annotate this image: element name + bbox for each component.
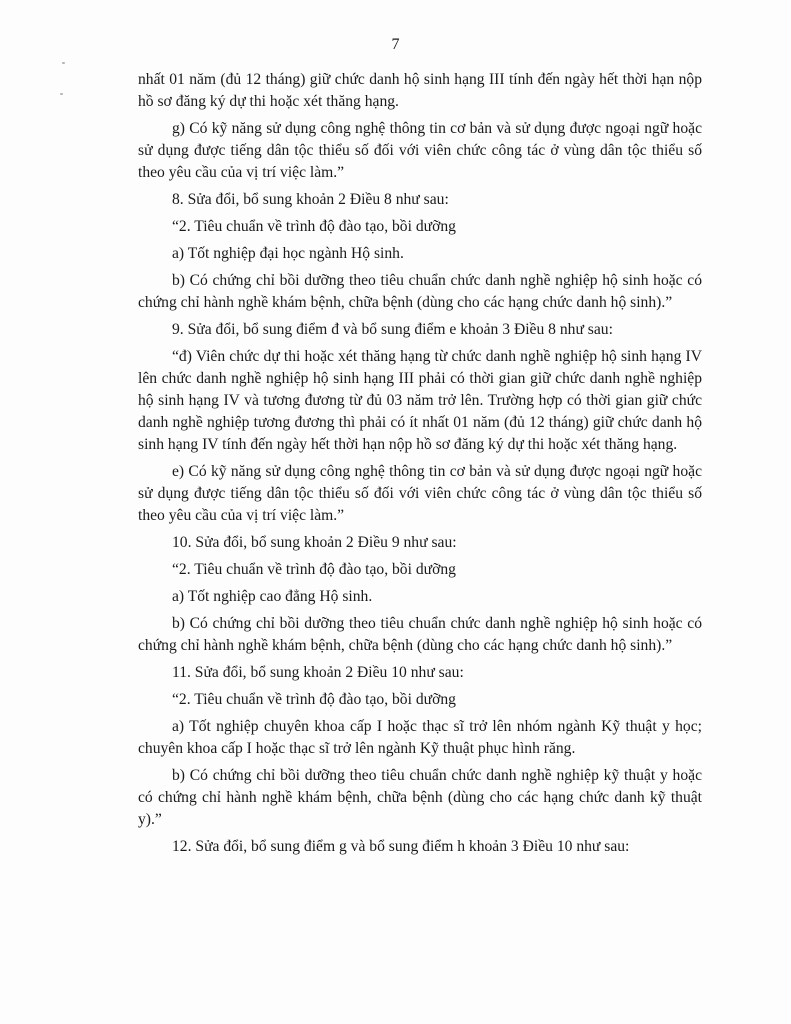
scan-speck xyxy=(62,62,65,64)
training-standard-heading: “2. Tiêu chuẩn về trình độ đào tạo, bồi dưỡng xyxy=(172,691,456,708)
clause-a: a) Tốt nghiệp cao đẳng Hộ sinh. xyxy=(172,588,373,605)
clause-a: a) Tốt nghiệp chuyên khoa cấp I hoặc thạc sĩ trở lên nhóm ngành Kỹ thuật y học; chuyên khoa cấp I hoặc thạc sĩ trở lên ngành Kỹ thuật phục hình răng. xyxy=(138,718,702,757)
page-number: 7 xyxy=(391,36,400,53)
clause-g: g) Có kỹ năng sử dụng công nghệ thông tin cơ bản và sử dụng được ngoại ngữ hoặc sử dụng được tiếng dân tộc thiểu số đối với viên chức công tác ở vùng dân tộc thiểu số theo yêu cầu của vị trí việc làm.” xyxy=(138,120,702,181)
clause-e: e) Có kỹ năng sử dụng công nghệ thông tin cơ bản và sử dụng được ngoại ngữ hoặc sử dụng được tiếng dân tộc thiểu số đối với viên chức công tác ở vùng dân tộc thiểu số theo yêu cầu của vị trí việc làm.” xyxy=(138,463,702,524)
item-12-heading: 12. Sửa đổi, bổ sung điểm g và bổ sung điểm h khoản 3 Điều 10 như sau: xyxy=(172,838,630,855)
training-standard-heading: “2. Tiêu chuẩn về trình độ đào tạo, bồi dưỡng xyxy=(172,561,456,578)
scan-speck xyxy=(60,93,63,95)
document-body xyxy=(138,69,702,863)
training-standard-heading: “2. Tiêu chuẩn về trình độ đào tạo, bồi dưỡng xyxy=(172,218,456,235)
clause-b: b) Có chứng chỉ bồi dưỡng theo tiêu chuẩn chức danh nghề nghiệp hộ sinh hoặc có chứng chỉ hành nghề khám bệnh, chữa bệnh (dùng cho các hạng chức danh hộ sinh).” xyxy=(138,272,702,311)
item-10-heading: 10. Sửa đổi, bổ sung khoản 2 Điều 9 như sau: xyxy=(172,534,457,551)
item-11-heading: 11. Sửa đổi, bổ sung khoản 2 Điều 10 như sau: xyxy=(172,664,464,681)
item-8-heading: 8. Sửa đổi, bổ sung khoản 2 Điều 8 như sau: xyxy=(172,191,449,208)
clause-b: b) Có chứng chỉ bồi dưỡng theo tiêu chuẩn chức danh nghề nghiệp kỹ thuật y hoặc có chứng chỉ hành nghề khám bệnh, chữa bệnh (dùng cho các hạng chức danh kỹ thuật y).” xyxy=(138,767,702,828)
item-9-heading: 9. Sửa đổi, bổ sung điểm đ và bổ sung điểm e khoản 3 Điều 8 như sau: xyxy=(172,321,613,338)
clause-dd: “đ) Viên chức dự thi hoặc xét thăng hạng từ chức danh nghề nghiệp hộ sinh hạng IV lên chức danh nghề nghiệp hộ sinh hạng III phải có thời gian giữ chức danh nghề nghiệp hộ sinh hạng IV và tương đương từ đủ 03 năm trở lên. Trường hợp có thời gian giữ chức danh nghề nghiệp tương đương thì phải có ít nhất 01 năm (đủ 12 tháng) giữ chức danh hộ sinh hạng IV tính đến ngày hết thời hạn nộp hồ sơ đăng ký dự thi hoặc xét thăng hạng. xyxy=(138,348,702,453)
clause-b: b) Có chứng chỉ bồi dưỡng theo tiêu chuẩn chức danh nghề nghiệp hộ sinh hoặc có chứng chỉ hành nghề khám bệnh, chữa bệnh (dùng cho các hạng chức danh hộ sinh).” xyxy=(138,615,702,654)
clause-a: a) Tốt nghiệp đại học ngành Hộ sinh. xyxy=(172,245,404,262)
paragraph-continuation: nhất 01 năm (đủ 12 tháng) giữ chức danh hộ sinh hạng III tính đến ngày hết thời hạn nộp hồ sơ đăng ký dự thi hoặc xét thăng hạng. xyxy=(138,71,702,110)
